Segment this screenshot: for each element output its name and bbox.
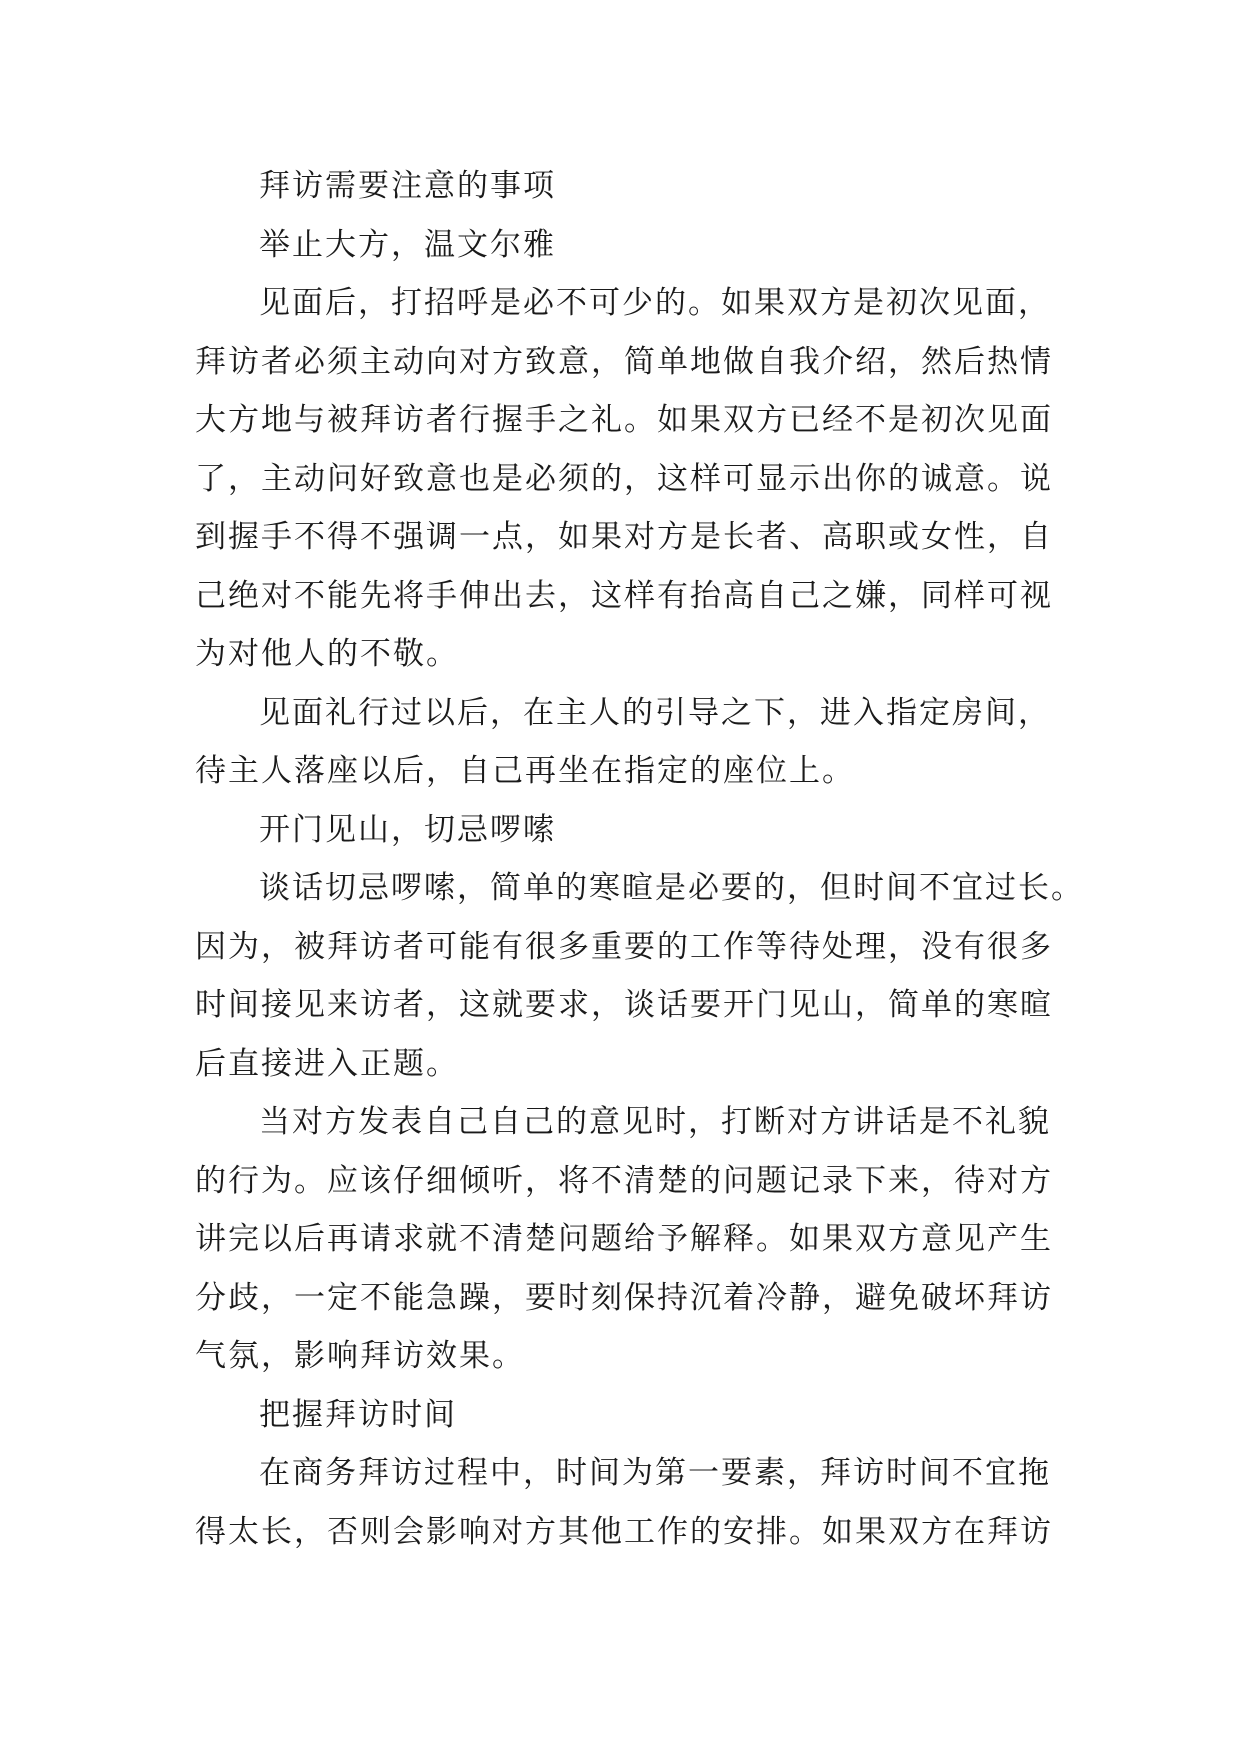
section-heading-manners: 举止大方，温文尔雅 bbox=[259, 226, 556, 263]
paragraph-line: 见面礼行过以后，在主人的引导之下，进入指定房间， bbox=[259, 694, 1051, 731]
paragraph-line: 因为，被拜访者可能有很多重要的工作等待处理，没有很多 bbox=[195, 928, 1053, 965]
paragraph-line: 为对他人的不敬。 bbox=[195, 636, 459, 672]
paragraph-line: 气氛，影响拜访效果。 bbox=[195, 1338, 525, 1374]
document-body bbox=[195, 157, 1084, 1561]
paragraph-line: 了，主动问好致意也是必须的，这样可显示出你的诚意。说 bbox=[195, 460, 1053, 497]
paragraph-line: 的行为。应该仔细倾听，将不清楚的问题记录下来，待对方 bbox=[195, 1162, 1053, 1199]
section-heading-visit-time: 把握拜访时间 bbox=[259, 1396, 457, 1433]
paragraph-line: 在商务拜访过程中，时间为第一要素，拜访时间不宜拖 bbox=[259, 1455, 1051, 1491]
paragraph-line: 拜访者必须主动向对方致意，简单地做自我介绍，然后热情 bbox=[195, 343, 1053, 380]
paragraph-line: 得太长，否则会影响对方其他工作的安排。如果双方在拜访 bbox=[195, 1513, 1053, 1550]
paragraph-line: 后直接进入正题。 bbox=[195, 1045, 459, 1082]
paragraph-line: 大方地与被拜访者行握手之礼。如果双方已经不是初次见面 bbox=[195, 402, 1053, 438]
section-heading-get-to-point: 开门见山，切忌啰嗦 bbox=[259, 811, 556, 848]
paragraph-line: 当对方发表自己自己的意见时，打断对方讲话是不礼貌 bbox=[259, 1104, 1051, 1140]
paragraph-line: 待主人落座以后，自己再坐在指定的座位上。 bbox=[195, 753, 855, 789]
paragraph-line: 时间接见来访者，这就要求，谈话要开门见山，简单的寒暄 bbox=[195, 987, 1053, 1023]
paragraph-line: 到握手不得不强调一点，如果对方是长者、高职或女性，自 bbox=[195, 519, 1053, 555]
document-title: 拜访需要注意的事项 bbox=[259, 168, 556, 204]
paragraph-line: 见面后，打招呼是必不可少的。如果双方是初次见面， bbox=[259, 285, 1051, 321]
paragraph-line: 分歧，一定不能急躁，要时刻保持沉着冷静，避免破坏拜访 bbox=[195, 1279, 1053, 1316]
paragraph-line: 讲完以后再请求就不清楚问题给予解释。如果双方意见产生 bbox=[195, 1221, 1053, 1257]
paragraph-line: 己绝对不能先将手伸出去，这样有抬高自己之嫌，同样可视 bbox=[195, 577, 1053, 614]
paragraph-line: 谈话切忌啰嗦，简单的寒暄是必要的，但时间不宜过长。 bbox=[259, 870, 1084, 906]
